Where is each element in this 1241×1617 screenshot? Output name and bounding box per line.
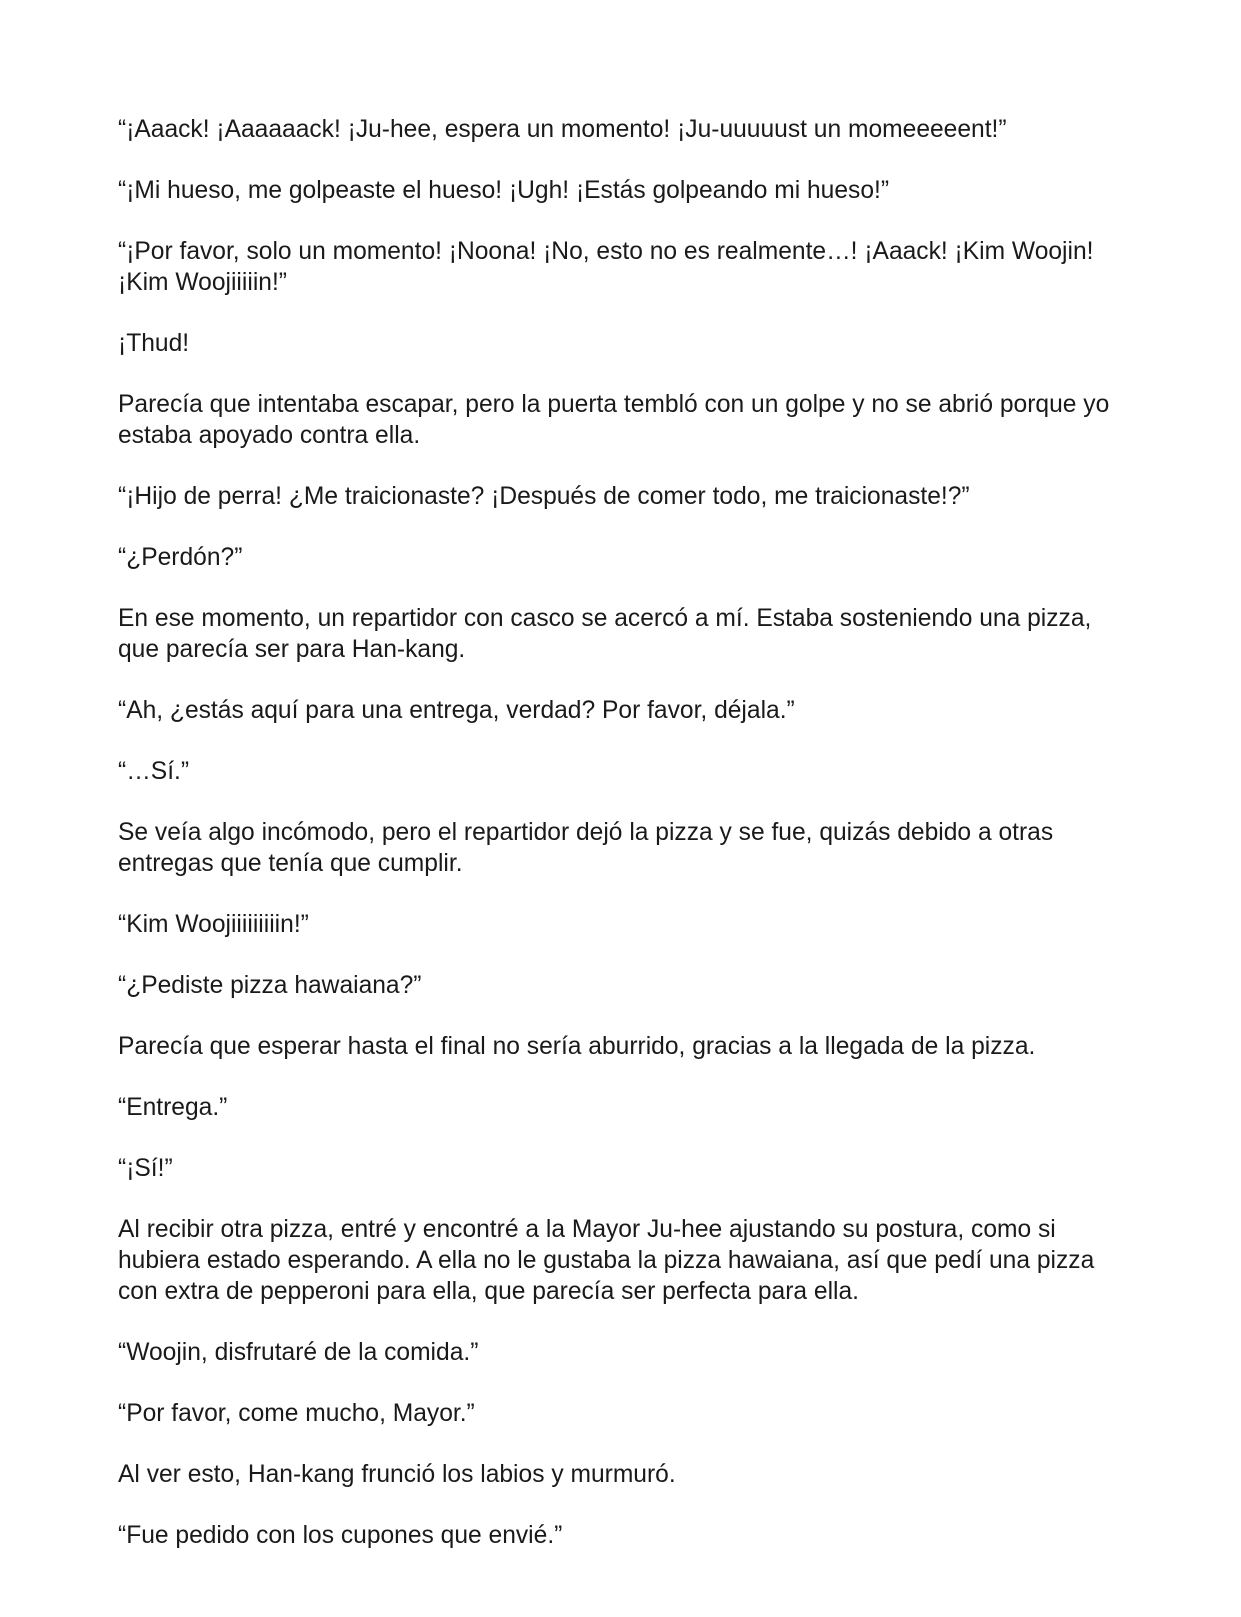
paragraph-12: “Kim Woojiiiiiiiiin!” bbox=[118, 911, 309, 938]
paragraph-21: “Fue pedido con los cupones que envié.” bbox=[118, 1522, 563, 1549]
paragraph-1: “¡Aaack! ¡Aaaaaack! ¡Ju-hee, espera un momento! ¡Ju-uuuuust un momeeeeent!” bbox=[118, 116, 1007, 143]
paragraph-9: “Ah, ¿estás aquí para una entrega, verdad? Por favor, déjala.” bbox=[118, 697, 795, 724]
paragraph-10: “…Sí.” bbox=[118, 758, 190, 785]
paragraph-20: Al ver esto, Han-kang frunció los labios y murmuró. bbox=[118, 1461, 676, 1488]
document-body bbox=[118, 114, 1128, 1581]
paragraph-2: “¡Mi hueso, me golpeaste el hueso! ¡Ugh! ¡Estás golpeando mi hueso!” bbox=[118, 177, 890, 204]
paragraph-4: ¡Thud! bbox=[118, 330, 190, 357]
paragraph-3: “¡Por favor, solo un momento! ¡Noona! ¡No, esto no es realmente…! ¡Aaack! ¡Kim Woojin! ¡Kim Woojiiiiin!” bbox=[118, 238, 1094, 296]
paragraph-14: Parecía que esperar hasta el final no sería aburrido, gracias a la llegada de la pizza. bbox=[118, 1033, 1036, 1060]
paragraph-15: “Entrega.” bbox=[118, 1094, 228, 1121]
paragraph-17: Al recibir otra pizza, entré y encontré a la Mayor Ju-hee ajustando su postura, como si hubiera estado esperando. A ella no le gustaba la pizza hawaiana, así que pedí una pizza con extra de pepperoni para ella, que parecía ser perfecta para ella. bbox=[118, 1216, 1095, 1305]
paragraph-13: “¿Pediste pizza hawaiana?” bbox=[118, 972, 422, 999]
paragraph-6: “¡Hijo de perra! ¿Me traicionaste? ¡Después de comer todo, me traicionaste!?” bbox=[118, 483, 970, 510]
paragraph-19: “Por favor, come mucho, Mayor.” bbox=[118, 1400, 475, 1427]
paragraph-5: Parecía que intentaba escapar, pero la puerta tembló con un golpe y no se abrió porque yo estaba apoyado contra ella. bbox=[118, 391, 1110, 449]
paragraph-16: “¡Sí!” bbox=[118, 1155, 173, 1182]
paragraph-8: En ese momento, un repartidor con casco se acercó a mí. Estaba sosteniendo una pizza, que parecía ser para Han-kang. bbox=[118, 605, 1092, 663]
paragraph-7: “¿Perdón?” bbox=[118, 544, 243, 571]
paragraph-18: “Woojin, disfrutaré de la comida.” bbox=[118, 1339, 479, 1366]
paragraph-11: Se veía algo incómodo, pero el repartidor dejó la pizza y se fue, quizás debido a otras entregas que tenía que cumplir. bbox=[118, 819, 1054, 877]
